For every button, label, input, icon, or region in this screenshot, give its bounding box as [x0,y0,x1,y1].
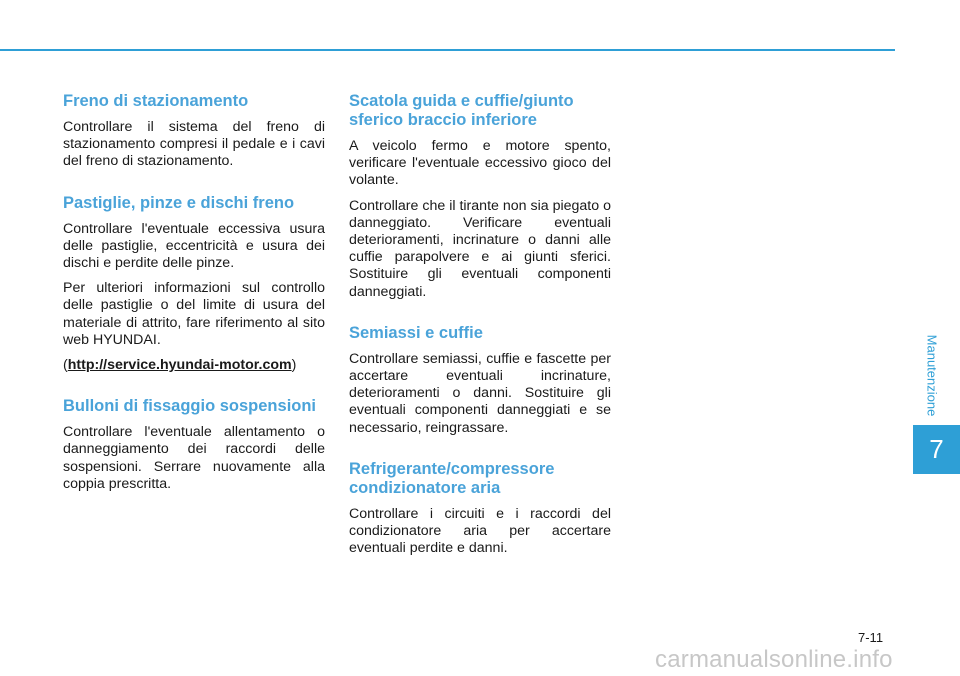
section-title: Semiassi e cuffie [349,323,483,342]
paren-open: ( [63,357,68,374]
header-rule [0,49,895,51]
service-link[interactable]: http://service.hyundai-motor.com [67,357,292,374]
left-column [63,92,325,516]
watermark-text: carmanualsonline.info [655,646,893,673]
paren-close: ) [291,357,297,374]
paragraph: Controllare i circuiti e i raccordi del condizionatore aria per accertare eventuali perdite e danni. [349,505,611,557]
section-title: Refrigerante/compressore condizionatore aria [349,459,555,497]
right-column [349,92,611,580]
section-title: Freno di stazionamento [63,92,249,110]
section-freno-stazionamento [63,92,325,171]
section-title: Scatola guida e cuffie/giunto sferico braccio inferiore [349,92,574,129]
section-pastiglie [63,194,325,375]
paragraph: Controllare semiassi, cuffie e fascette per accertare eventuali incrinature, deterioramenti o danni. Sostituire gli eventuali componenti danneggiati e se necessario, reingrassare. [349,350,611,436]
section-title: Pastiglie, pinze e dischi freno [63,193,295,212]
section-refrigerante [349,460,611,558]
paragraph: Controllare il sistema del freno di stazionamento compresi il pedale e i cavi del freno di stazionamento. [63,119,325,170]
chapter-label-text: Manutenzione [924,334,940,416]
chapter-side-label [912,320,952,430]
section-bulloni-sospensioni [63,397,325,493]
paragraph: Per ulteriori informazioni sul controllo delle pastiglie o del limite di usura del materiale di attrito, fare riferimento al sito web HYUNDAI. [63,280,325,348]
section-semiassi [349,324,611,437]
paragraph: A veicolo fermo e motore spento, verificare l'eventuale eccessivo gioco del volante. [349,138,611,189]
paragraph: Controllare che il tirante non sia piegato o danneggiato. Verificare eventuali deterioramenti, incrinature o danni alle cuffie parapolvere e ai giunti sferici. Sostituire gli eventuali componenti danneggiati. [349,197,611,300]
paragraph: Controllare l'eventuale allentamento o danneggiamento dei raccordi delle sospensioni. Serrare nuovamente alla coppia prescritta. [63,424,325,492]
page-number: 7-11 [858,630,884,645]
chapter-number-tab: 7 [913,425,960,474]
paragraph: Controllare l'eventuale eccessiva usura delle pastiglie, eccentricità e usura dei dischi e perdite delle pinze. [63,220,325,272]
link-paragraph [63,357,325,374]
section-title: Bulloni di fissaggio sospensioni [63,397,317,416]
section-scatola-guida [349,92,611,301]
